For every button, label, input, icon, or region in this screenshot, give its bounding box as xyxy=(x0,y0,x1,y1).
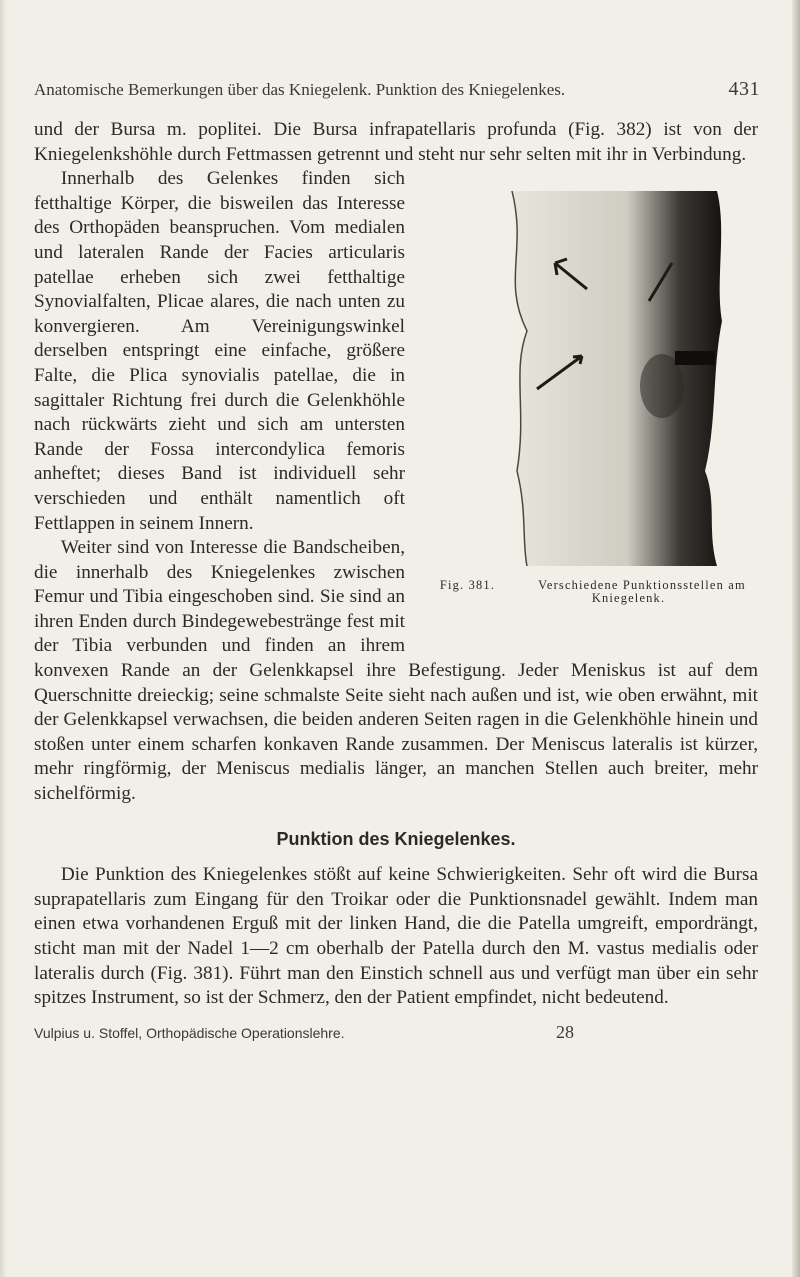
page-number: 431 xyxy=(728,78,760,100)
paragraph-1: und der Bursa m. poplitei. Die Bursa infrapatellaris profunda (Fig. 382) ist von der Kniegelenkshöhle durch Fettmassen getrennt und steht nur sehr selten mit ihr in Verbindung. xyxy=(34,119,758,165)
figure-caption xyxy=(413,579,758,605)
sheet-number: 28 xyxy=(556,1022,574,1042)
paragraph-3: Weiter sind von Interesse die Bandscheiben, die innerhalb des Kniegelenkes zwischen Femur und Tibia eingeschoben sind. Sie sind an ihren Enden durch Bindegewebestränge fest mit der Tibia verbunden und finden an ihrem konvexen Rande an der Gelenkkapsel ihre Befestigung. Jeder Meniskus ist auf dem Querschnitte dreieckig; seine schmalste Seite sieht nach außen und ist, wie oben erwähnt, mit der Gelenkkapsel verwachsen, die beiden anderen Seiten ragen in die Gelenkhöhle hinein und stoßen unter einem scharfen konkaven Rande zusammen. Der Meniscus lateralis ist kürzer, mehr ringförmig, der Meniscus medialis länger, an manchen Stellen auch breiter, mehr sichelförmig. xyxy=(34,537,758,805)
figure-caption-text: Verschiedene Punktionsstellen am Kniegelenk. xyxy=(538,578,746,606)
needle-lateral xyxy=(675,351,715,365)
section-heading: Punktion des Kniegelenkes. xyxy=(276,828,516,849)
page-edge-right xyxy=(792,0,800,1277)
figure-381 xyxy=(413,171,758,635)
section-paragraph: Die Punktion des Kniegelenkes stößt auf keine Schwierigkeiten. Sehr oft wird die Bursa suprapatellaris zum Eingang für den Troikar oder die Punktionsnadel gewählt. Indem man einen etwa vorhandenen Erguß mit der linken Hand, die die Patella umgreift, empordrängt, sticht man mit der Nadel 1—2 cm oberhalb der Patella durch den M. vastus medialis oder lateralis durch (Fig. 381). Führt man den Einstich schnell aus und verfügt man über ein sehr spitzes Instrument, so ist der Schmerz, den der Patient empfindet, nicht bedeutend. xyxy=(34,864,758,1009)
figure-label: Fig. 381. xyxy=(439,578,496,593)
page-edge-left xyxy=(0,0,6,1277)
running-header xyxy=(34,78,760,101)
paragraph-2-text: Innerhalb des Gelenkes finden sich fetthaltige Körper, die bisweilen das Interesse des Orthopäden beanspruchen. Vom medialen und lateralen Rande der Facies articularis patellae erheben sich zwei fetthaltige Synovialfalten, Plicae alares, die nach unten zu konvergieren. Am Vereinigungswinkel derselben entspringt eine einfache, größere Falte, die Plica synovialis patellae, die in sagittaler Richtung frei durch die Gelenkhöhle nach rückwärts zieht und sich am untersten Rande der Fossa intercondylica femoris anheftet; dieses Band ist individuell sehr verschieden und enthält namentlich oft Fettlappen in seinem Innern. xyxy=(34,168,405,534)
paragraph-2 xyxy=(34,167,758,606)
footer-citation: Vulpius u. Stoffel, Orthopädische Operationslehre. xyxy=(34,1025,345,1041)
body-text xyxy=(34,118,758,1011)
page-footer xyxy=(34,1022,574,1043)
running-title: Anatomische Bemerkungen über das Kniegelenk. Punktion des Kniegelenkes. xyxy=(34,80,566,99)
leg-shape xyxy=(512,191,722,566)
knee-illustration xyxy=(417,171,757,571)
